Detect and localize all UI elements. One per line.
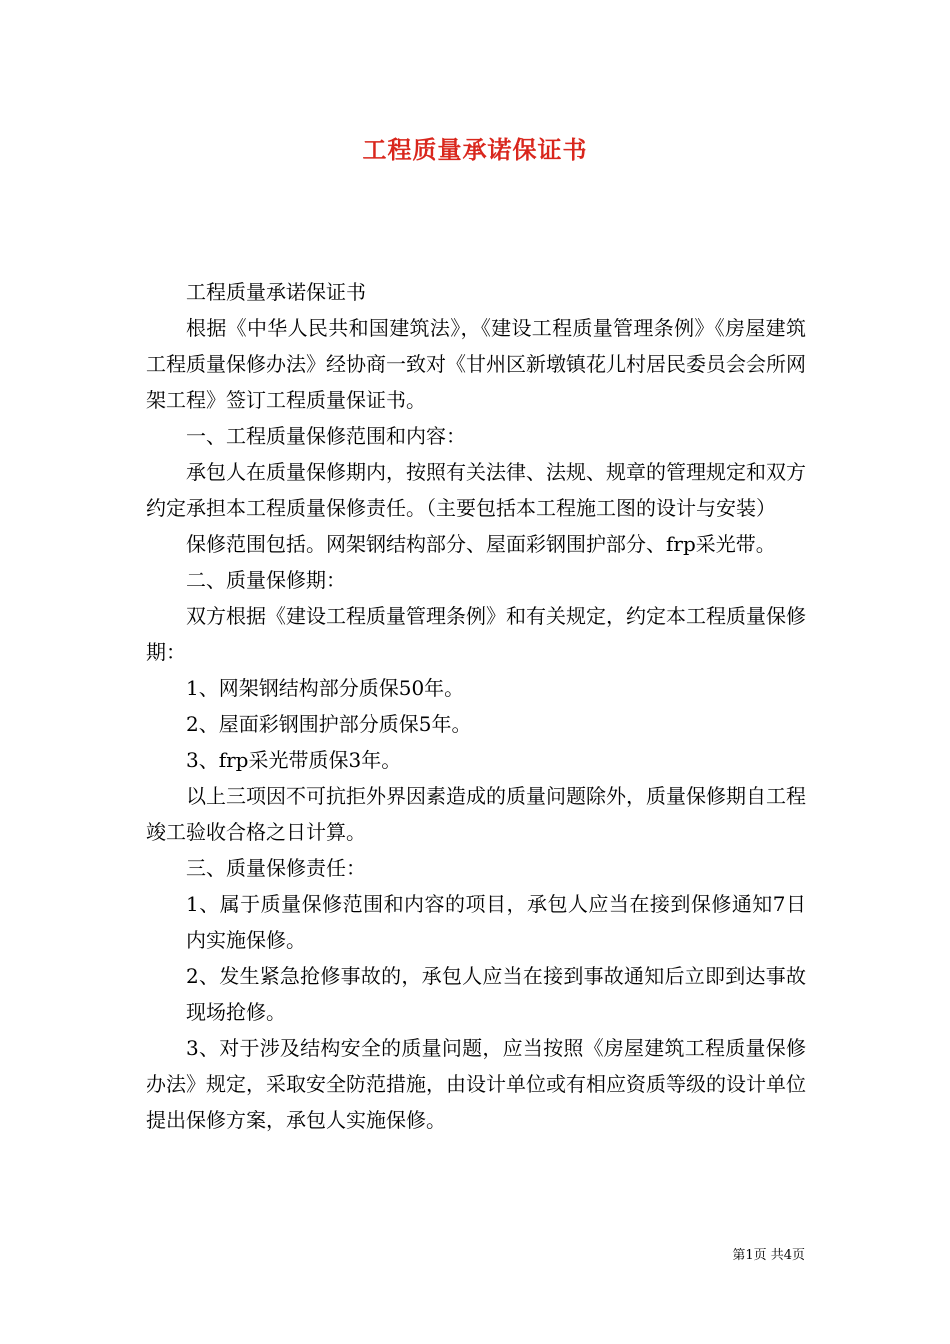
body-paragraph: 工程质量承诺保证书 (186, 280, 366, 304)
body-paragraph: 承包人在质量保修期内，按照有关法律、法规、规章的管理规定和双方约定承担本工程质量保修责任。（主要包括本工程施工图的设计与安装） (146, 460, 806, 520)
document-title: 工程质量承诺保证书 (362, 135, 588, 164)
body-paragraph: 三、质量保修责任： (186, 856, 366, 880)
body-paragraph: 以上三项因不可抗拒外界因素造成的质量问题除外，质量保修期自工程竣工验收合格之日计算。 (146, 784, 806, 844)
body-paragraph: 2、发生紧急抢修事故的，承包人应当在接到事故通知后立即到达事故现场抢修。 (186, 964, 806, 1024)
body-paragraph: 一、工程质量保修范围和内容： (186, 424, 466, 448)
document-body (146, 274, 806, 1138)
body-paragraph: 1、网架钢结构部分质保50年。 (186, 676, 465, 700)
body-paragraph: 双方根据《建设工程质量管理条例》和有关规定，约定本工程质量保修期： (146, 604, 806, 664)
body-paragraph: 2、屋面彩钢围护部分质保5年。 (186, 712, 472, 736)
body-paragraph: 3、对于涉及结构安全的质量问题，应当按照《房屋建筑工程质量保修办法》规定，采取安全防范措施，由设计单位或有相应资质等级的设计单位提出保修方案，承包人实施保修。 (146, 1036, 806, 1132)
body-paragraph: 保修范围包括。网架钢结构部分、屋面彩钢围护部分、frp采光带。 (186, 532, 776, 556)
body-paragraph: 根据《中华人民共和国建筑法》，《建设工程质量管理条例》《房屋建筑工程质量保修办法》经协商一致对《甘州区新墩镇花儿村居民委员会会所网架工程》签订工程质量保证书。 (146, 316, 806, 412)
body-paragraph: 二、质量保修期： (186, 568, 346, 592)
body-paragraph: 1、属于质量保修范围和内容的项目，承包人应当在接到保修通知7日内实施保修。 (186, 892, 806, 952)
body-paragraph: 3、frp采光带质保3年。 (186, 748, 402, 772)
page-number-footer: 第1页 共4页 (732, 1248, 805, 1263)
